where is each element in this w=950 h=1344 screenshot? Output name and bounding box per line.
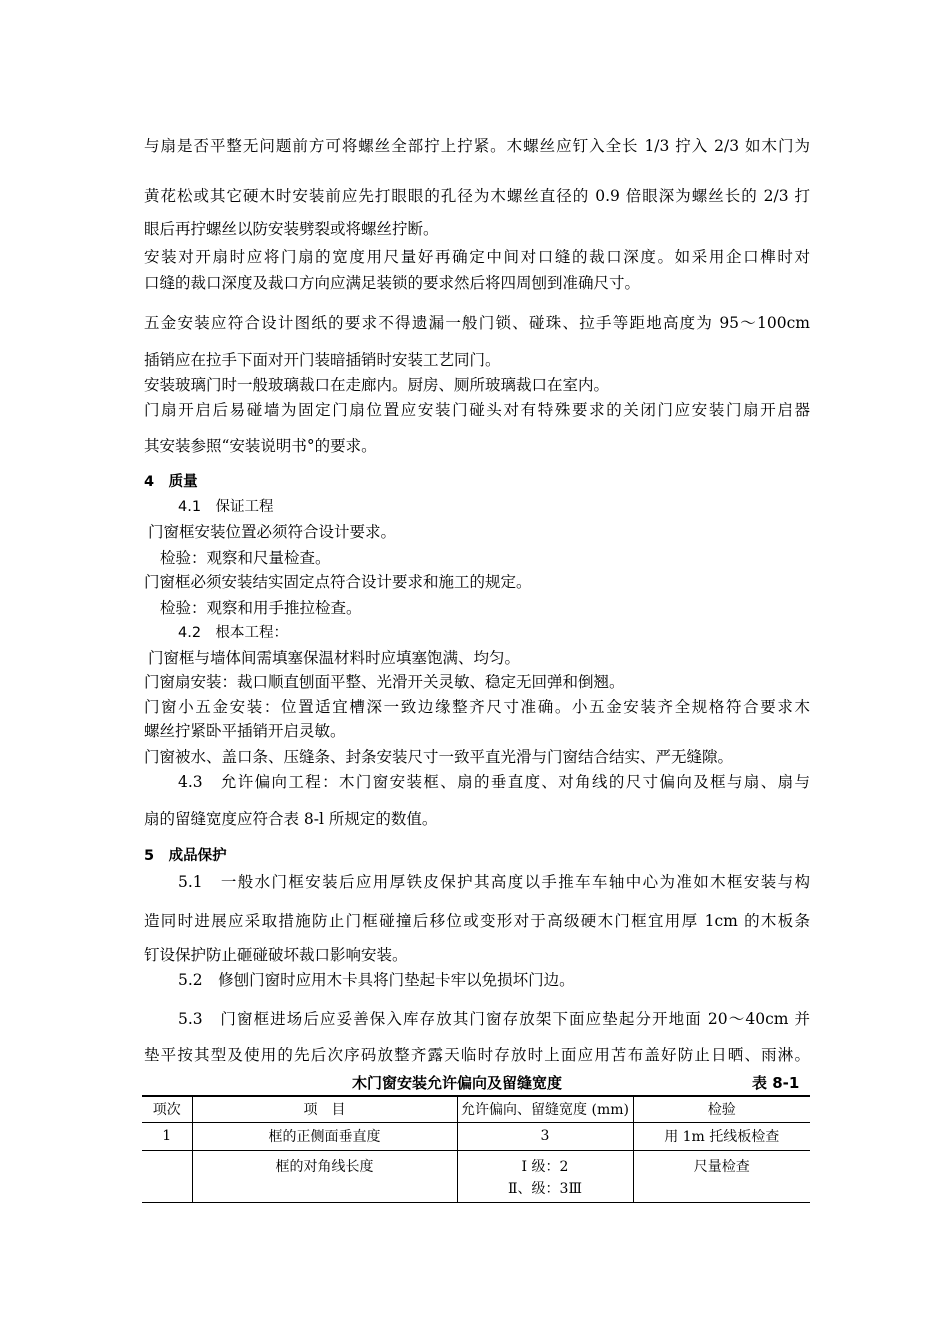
paragraph-line: 黄花松或其它硬木时安装前应先打眼眼的孔径为木螺丝直径的 0.9 倍眼深为螺丝长的 2/3 打 (144, 187, 810, 205)
header-cell-inspection: 检验 (633, 1096, 810, 1122)
table-row (142, 1122, 810, 1150)
cell-inspection: 用 1m 托线板检查 (633, 1122, 810, 1150)
table-header-row (142, 1096, 810, 1122)
paragraph-line: 五金安装应符合设计图纸的要求不得遗漏一般门锁、碰珠、拉手等距地高度为 95～100cm (144, 314, 810, 332)
subsection-heading-4-1: 4.1 保证工程 (178, 499, 274, 515)
table-caption: 木门窗安装允许偏向及留缝宽度 (352, 1074, 563, 1092)
tolerance-grade-2: Ⅱ、级：3Ⅲ (508, 1180, 582, 1197)
section-heading-4: 4 质量 (144, 474, 198, 490)
table-number: 表 8-1 (752, 1074, 800, 1092)
paragraph-line: 扇的留缝宽度应符合表 8-l 所规定的数值。 (144, 810, 438, 828)
paragraph-line: 门窗框安装位置必须符合设计要求。 (148, 523, 397, 541)
header-cell-tolerance: 允许偏向、留缝宽度 (mm) (457, 1096, 633, 1122)
paragraph-line: 其安装参照“安装说明书°的要求。 (144, 437, 377, 455)
cell-item-no (142, 1150, 192, 1202)
paragraph-line: 造同时进展应采取措施防止门框碰撞后移位或变形对于高级硬木门框宜用厚 1cm 的木板条 (144, 912, 810, 930)
cell-inspection: 尺量检查 (633, 1150, 810, 1202)
paragraph-line: 插销应在拉手下面对开门装暗插销时安装工艺同门。 (144, 351, 501, 369)
table-row (142, 1150, 810, 1202)
paragraph-line: 口缝的裁口深度及裁口方向应满足装锁的要求然后将四周刨到准确尺寸。 (144, 274, 641, 292)
paragraph-line: 门窗框必须安装结实固定点符合设计要求和施工的规定。 (144, 573, 532, 591)
cell-item: 框的对角线长度 (192, 1150, 457, 1202)
paragraph-line: 眼后再拧螺丝以防安装劈裂或将螺丝拧断。 (144, 220, 439, 238)
section-heading-5: 5 成品保护 (144, 848, 227, 864)
tolerance-grade-1: Ⅰ 级：2 (521, 1158, 569, 1175)
paragraph-line: 5.2 修刨门窗时应用木卡具将门垫起卡牢以免损坏门边。 (178, 971, 575, 989)
cell-item: 框的正侧面垂直度 (192, 1122, 457, 1150)
paragraph-line: 门窗框与墙体间需填塞保温材料时应填塞饱满、均匀。 (148, 649, 521, 667)
paragraph-line: 检验：观察和用手推拉检查。 (160, 599, 362, 617)
paragraph-line: 钉设保护防止砸碰破坏裁口影响安装。 (144, 946, 408, 964)
tolerance-table (142, 1095, 810, 1203)
paragraph-line: 与扇是否平整无问题前方可将螺丝全部拧上拧紧。木螺丝应钉入全长 1/3 拧入 2/3 如木门为 (144, 137, 810, 155)
subsection-heading-4-2: 4.2 根本工程： (178, 625, 289, 641)
paragraph-line: 4.3 允许偏向工程：木门窗安装框、扇的垂直度、对角线的尺寸偏向及框与扇、扇与 (178, 773, 810, 791)
paragraph-line: 门窗小五金安装：位置适宜槽深一致边缘整齐尺寸准确。小五金安装齐全规格符合要求木 (144, 698, 810, 716)
header-cell-item-no: 项次 (142, 1096, 192, 1122)
header-cell-item: 项 目 (192, 1096, 457, 1122)
cell-tolerance: 3 (457, 1122, 633, 1150)
paragraph-line: 垫平按其型及使用的先后次序码放整齐露天临时存放时上面应用苫布盖好防止日晒、雨淋。 (144, 1046, 810, 1064)
paragraph-line: 5.1 一般水门框安装后应用厚铁皮保护其高度以手推车车轴中心为准如木框安装与构 (178, 873, 810, 891)
paragraph-line: 门窗扇安装：裁口顺直刨面平整、光滑开关灵敏、稳定无回弹和倒翘。 (144, 673, 625, 691)
paragraph-line: 安装对开扇时应将门扇的宽度用尺量好再确定中间对口缝的裁口深度。如采用企口榫时对 (144, 248, 810, 266)
paragraph-line: 门扇开启后易碰墙为固定门扇位置应安装门碰头对有特殊要求的关闭门应安装门扇开启器 (144, 401, 810, 419)
paragraph-line: 安装玻璃门时一般玻璃裁口在走廊内。厨房、厕所玻璃裁口在室内。 (144, 376, 610, 394)
paragraph-line: 5.3 门窗框进场后应妥善保入库存放其门窗存放架下面应垫起分开地面 20～40cm 并 (178, 1010, 810, 1028)
cell-tolerance (457, 1150, 633, 1202)
paragraph-line: 螺丝拧紧卧平插销开启灵敏。 (144, 722, 346, 740)
paragraph-line: 检验：观察和尺量检查。 (160, 549, 331, 567)
paragraph-line: 门窗被水、盖口条、压缝条、封条安装尺寸一致平直光滑与门窗结合结实、严无缝隙。 (144, 748, 734, 766)
cell-item-no: 1 (142, 1122, 192, 1150)
